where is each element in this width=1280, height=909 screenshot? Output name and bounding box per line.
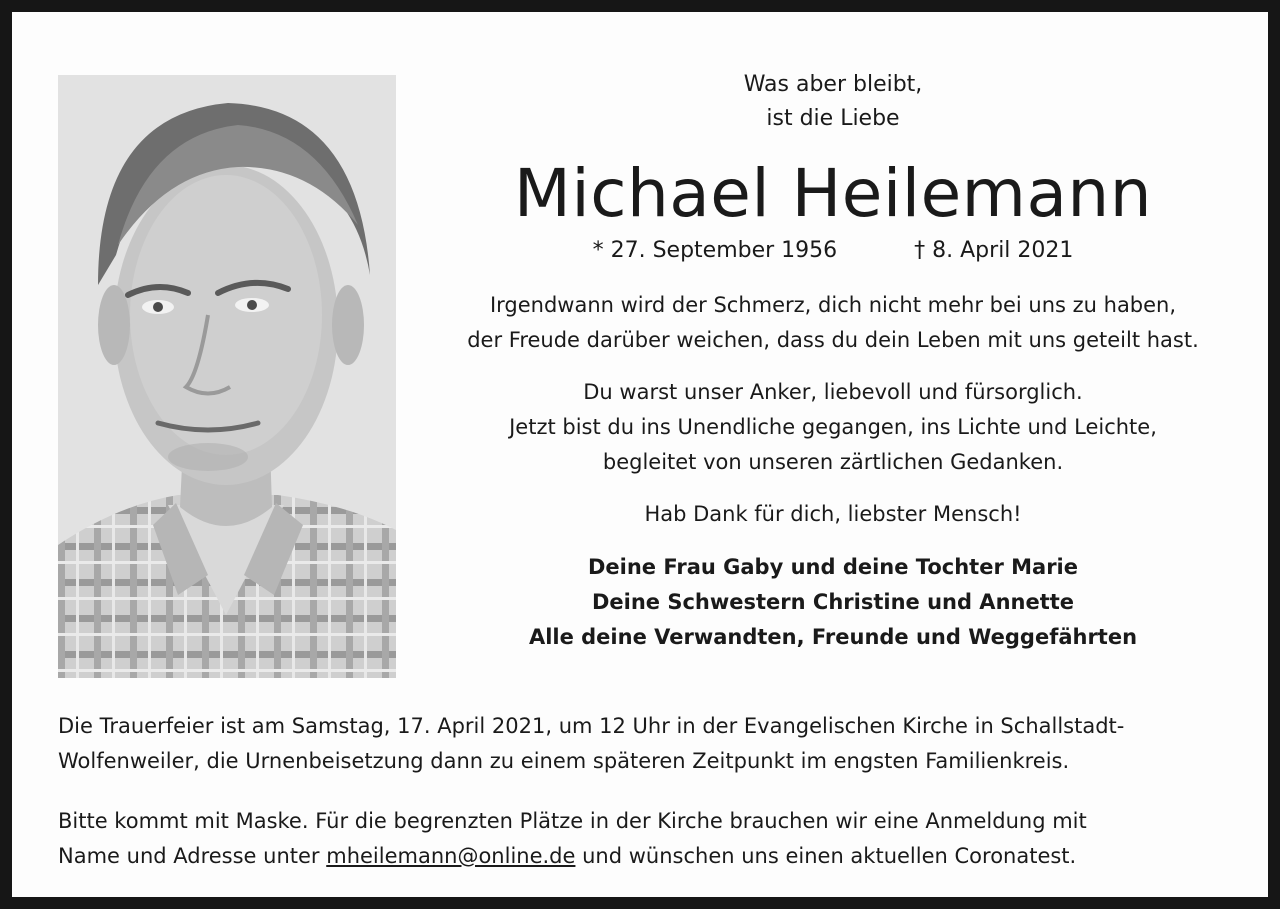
motto-line: ist die Liebe	[766, 106, 900, 131]
funeral-details	[58, 709, 1258, 874]
verse-paragraph	[412, 375, 1254, 480]
notice-line	[58, 839, 1258, 874]
verse-line: Jetzt bist du ins Unendliche gegangen, ins Lichte und Leichte,	[509, 415, 1157, 439]
deceased-name: Michael Heilemann	[513, 155, 1153, 232]
verse-paragraph	[412, 288, 1254, 358]
obituary-main-text	[412, 68, 1254, 655]
mourner-line: Deine Frau Gaby und deine Tochter Marie	[587, 555, 1078, 579]
notice-text: und wünschen uns einen aktuellen Coronatest.	[575, 844, 1077, 868]
verse-line: der Freude darüber weichen, dass du dein Leben mit uns geteilt hast.	[467, 328, 1199, 352]
service-line: Wolfenweiler, die Urnenbeisetzung dann zu einem späteren Zeitpunkt im engsten Familienkreis.	[58, 749, 1070, 773]
service-info	[58, 709, 1258, 779]
verse-line: Du warst unser Anker, liebevoll und fürsorglich.	[583, 380, 1083, 404]
motto	[412, 68, 1254, 136]
death-date: † 8. April 2021	[914, 238, 1074, 263]
verse-line: begleitet von unseren zärtlichen Gedanken.	[602, 450, 1064, 474]
mourners-list	[412, 550, 1254, 655]
portrait-photo	[58, 75, 396, 678]
verse-line: Irgendwann wird der Schmerz, dich nicht mehr bei uns zu haben,	[489, 293, 1177, 317]
notice-line: Bitte kommt mit Maske. Für die begrenzten Plätze in der Kirche brauchen wir eine Anmeldung mit	[58, 809, 1087, 833]
life-dates	[412, 236, 1254, 266]
verse-paragraph	[412, 497, 1254, 532]
birth-date: * 27. September 1956	[592, 238, 838, 263]
motto-line: Was aber bleibt,	[743, 72, 923, 97]
verse-line: Hab Dank für dich, liebster Mensch!	[644, 502, 1022, 526]
mourner-line: Alle deine Verwandten, Freunde und Weggefährten	[528, 625, 1138, 649]
notice-text: Name und Adresse unter	[58, 844, 327, 868]
registration-notice	[58, 804, 1258, 874]
email-link[interactable]: mheilemann@online.de	[326, 844, 576, 868]
service-line: Die Trauerfeier ist am Samstag, 17. April 2021, um 12 Uhr in der Evangelischen Kirche in Schallstadt-	[58, 714, 1125, 738]
mourner-line: Deine Schwestern Christine und Annette	[591, 590, 1075, 614]
